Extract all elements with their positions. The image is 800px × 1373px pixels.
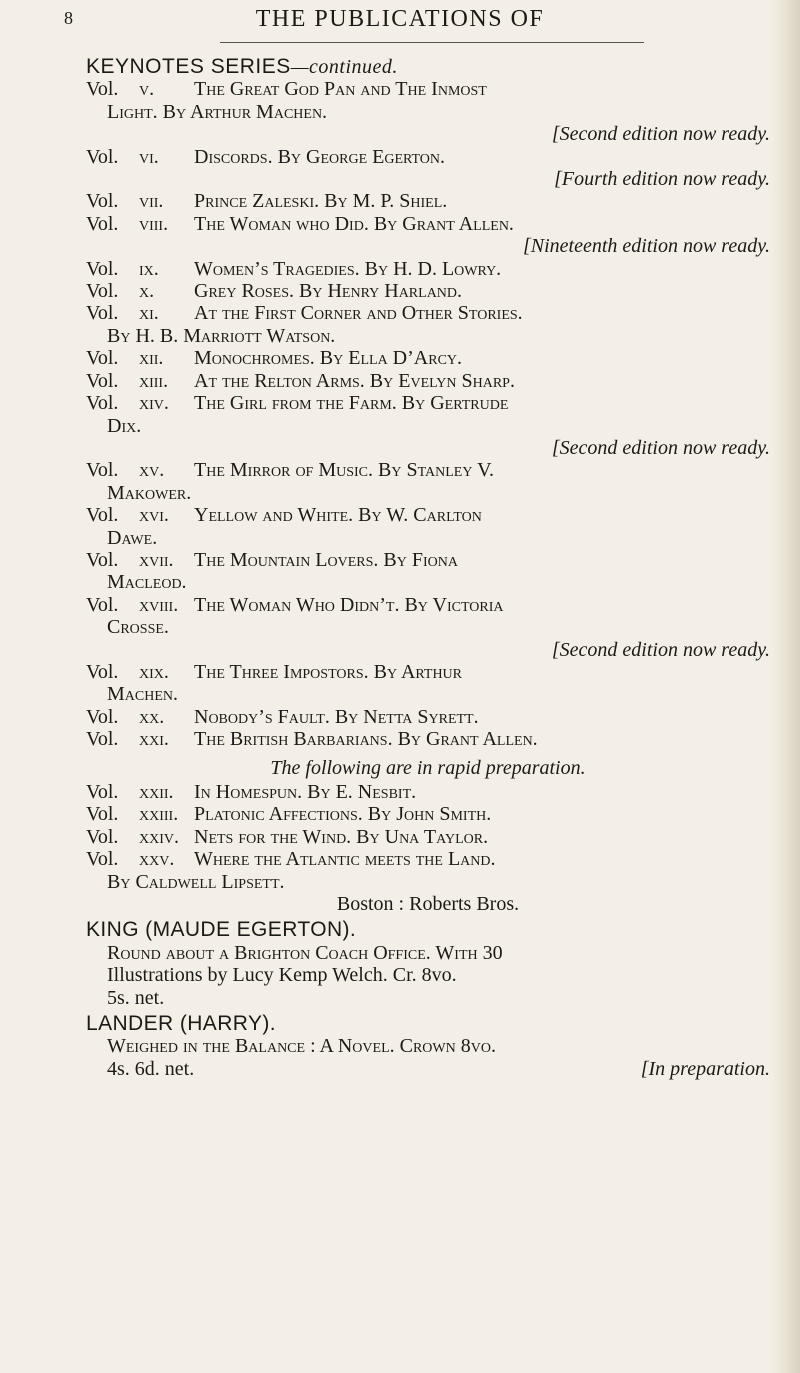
volume-entry: [86, 190, 770, 212]
book-price-line: 5s. net.: [107, 986, 165, 1009]
volume-entry: [86, 459, 770, 481]
volume-label: Vol.: [86, 459, 119, 482]
volume-number: xxiii.: [139, 803, 179, 826]
volume-title: Nets for the Wind. By Una Taylor.: [194, 825, 489, 848]
running-head: THE PUBLICATIONS OF: [255, 6, 545, 32]
edition-note: [Second edition now ready.: [551, 436, 770, 459]
volume-number: xx.: [139, 705, 165, 728]
volume-list: [86, 78, 770, 750]
volume-entry: [86, 213, 770, 235]
volume-number: xiii.: [139, 369, 169, 392]
volume-number: viii.: [139, 212, 169, 235]
volume-entry: [86, 504, 770, 526]
volume-title: Prince Zaleski. By M. P. Shiel.: [194, 190, 448, 213]
volume-title: Platonic Affections. By John Smith.: [194, 803, 492, 826]
volume-title-continued: Makower.: [107, 481, 192, 504]
volume-title: The Woman Who Didn’t. By Victoria: [194, 593, 504, 616]
volume-label: Vol.: [86, 78, 119, 101]
edition-note: [Fourth edition now ready.: [554, 168, 770, 191]
author-heading-king: KING (MAUDE EGERTON).: [86, 918, 357, 942]
volume-title-continued: Dix.: [107, 414, 142, 437]
volume-label: Vol.: [86, 504, 119, 527]
volume-title: At the First Corner and Other Stories.: [194, 302, 523, 325]
volume-entry: [86, 803, 770, 825]
volume-label: Vol.: [86, 825, 119, 848]
volume-entry: [86, 594, 770, 616]
volume-title-continued: By Caldwell Lipsett.: [107, 870, 285, 893]
volume-label: Vol.: [86, 347, 119, 370]
series-continued: —continued.: [290, 56, 398, 78]
volume-entry: [86, 706, 770, 728]
volume-label: Vol.: [86, 302, 119, 325]
header-rule: [220, 42, 644, 43]
volume-number: v.: [139, 78, 155, 101]
volume-number: xi.: [139, 302, 159, 325]
volume-title: Grey Roses. By Henry Harland.: [194, 280, 463, 303]
volume-entry: [86, 370, 770, 392]
volume-entry: [86, 781, 770, 803]
volume-label: Vol.: [86, 705, 119, 728]
volume-number: x.: [139, 280, 155, 303]
volume-title: The British Barbarians. By Grant Allen.: [194, 728, 538, 751]
volume-label: Vol.: [86, 392, 119, 415]
volume-entry: [86, 848, 770, 870]
volume-entry: [86, 302, 770, 324]
preparation-note: The following are in rapid preparation.: [270, 756, 586, 779]
volume-title-continued: Light. By Arthur Machen.: [107, 100, 328, 123]
volume-number: xvii.: [139, 548, 174, 571]
volume-title-continued: Crosse.: [107, 616, 169, 639]
volume-title-continued: By H. B. Marriott Watson.: [107, 324, 336, 347]
volume-number: xix.: [139, 660, 169, 683]
volume-number: vi.: [139, 145, 159, 168]
edition-note: [Nineteenth edition now ready.: [522, 235, 770, 258]
volume-title-continued: Dawe.: [107, 526, 158, 549]
volume-label: Vol.: [86, 781, 119, 803]
edition-note: [Second edition now ready.: [551, 638, 770, 661]
volume-number: xviii.: [139, 593, 179, 616]
volume-title: The Great God Pan and The Inmost: [194, 78, 487, 101]
volume-entry: [86, 146, 770, 168]
volume-number: xii.: [139, 347, 164, 370]
volume-entry: [86, 826, 770, 848]
volume-entry: [86, 728, 770, 750]
volume-title: The Mountain Lovers. By Fiona: [194, 548, 458, 571]
volume-entry: [86, 280, 770, 302]
volume-entry: [86, 661, 770, 683]
volume-title: Discords. By George Egerton.: [194, 145, 446, 168]
volume-entry: [86, 549, 770, 571]
volume-title: Monochromes. By Ella D’Arcy.: [194, 347, 463, 370]
series-name: KEYNOTES SERIES: [86, 55, 291, 78]
volume-title: Nobody’s Fault. By Netta Syrett.: [194, 705, 479, 728]
volume-number: xxii.: [139, 781, 174, 803]
volume-number: xv.: [139, 459, 165, 482]
volume-label: Vol.: [86, 280, 119, 303]
volume-title: The Mirror of Music. By Stanley V.: [194, 459, 494, 482]
volume-title: Where the Atlantic meets the Land.: [194, 848, 496, 871]
preparation-volume-list: [86, 781, 770, 893]
volume-label: Vol.: [86, 257, 119, 280]
volume-entry: [86, 392, 770, 414]
volume-title-continued: Macleod.: [107, 571, 187, 594]
volume-label: Vol.: [86, 728, 119, 751]
volume-number: xiv.: [139, 392, 169, 415]
volume-entry: [86, 78, 770, 100]
volume-title: The Woman who Did. By Grant Allen.: [194, 212, 514, 235]
publisher-line: Boston : Roberts Bros.: [336, 893, 520, 916]
volume-label: Vol.: [86, 212, 119, 235]
volume-number: xvi.: [139, 504, 169, 527]
volume-label: Vol.: [86, 548, 119, 571]
page-number: 8: [64, 8, 74, 28]
volume-number: xxiv.: [139, 825, 179, 848]
preparation-status: [In preparation.: [640, 1057, 770, 1080]
volume-label: Vol.: [86, 660, 119, 683]
volume-number: ix.: [139, 257, 159, 280]
volume-title: The Girl from the Farm. By Gertrude: [194, 392, 509, 415]
volume-label: Vol.: [86, 190, 119, 213]
volume-number: xxi.: [139, 728, 169, 751]
series-heading: [86, 56, 770, 78]
volume-title: Yellow and White. By W. Carlton: [194, 504, 482, 527]
volume-label: Vol.: [86, 593, 119, 616]
volume-label: Vol.: [86, 369, 119, 392]
book-price-row: [86, 1058, 770, 1080]
volume-number: xxv.: [139, 848, 175, 871]
book-title-line: Weighed in the Balance : A Novel. Crown 8vo.: [107, 1035, 496, 1058]
book-price: 4s. 6d. net.: [107, 1057, 195, 1080]
edition-note: [Second edition now ready.: [551, 123, 770, 146]
volume-entry: [86, 258, 770, 280]
volume-title-continued: Machen.: [107, 683, 179, 706]
page-body: [86, 56, 770, 1080]
volume-title: In Homespun. By E. Nesbit.: [194, 781, 417, 803]
volume-title: Women’s Tragedies. By H. D. Lowry.: [194, 257, 502, 280]
volume-title: At the Relton Arms. By Evelyn Sharp.: [194, 369, 515, 392]
volume-number: vii.: [139, 190, 164, 213]
volume-label: Vol.: [86, 848, 119, 871]
page-edge-shadow: [770, 0, 800, 1373]
volume-label: Vol.: [86, 803, 119, 826]
volume-entry: [86, 347, 770, 369]
volume-label: Vol.: [86, 145, 119, 168]
book-detail-line: Illustrations by Lucy Kemp Welch. Cr. 8vo.: [107, 964, 457, 987]
author-heading-lander: LANDER (HARRY).: [86, 1012, 276, 1036]
volume-title: The Three Impostors. By Arthur: [194, 660, 463, 683]
book-title-line: Round about a Brighton Coach Office. With 30: [107, 941, 503, 964]
